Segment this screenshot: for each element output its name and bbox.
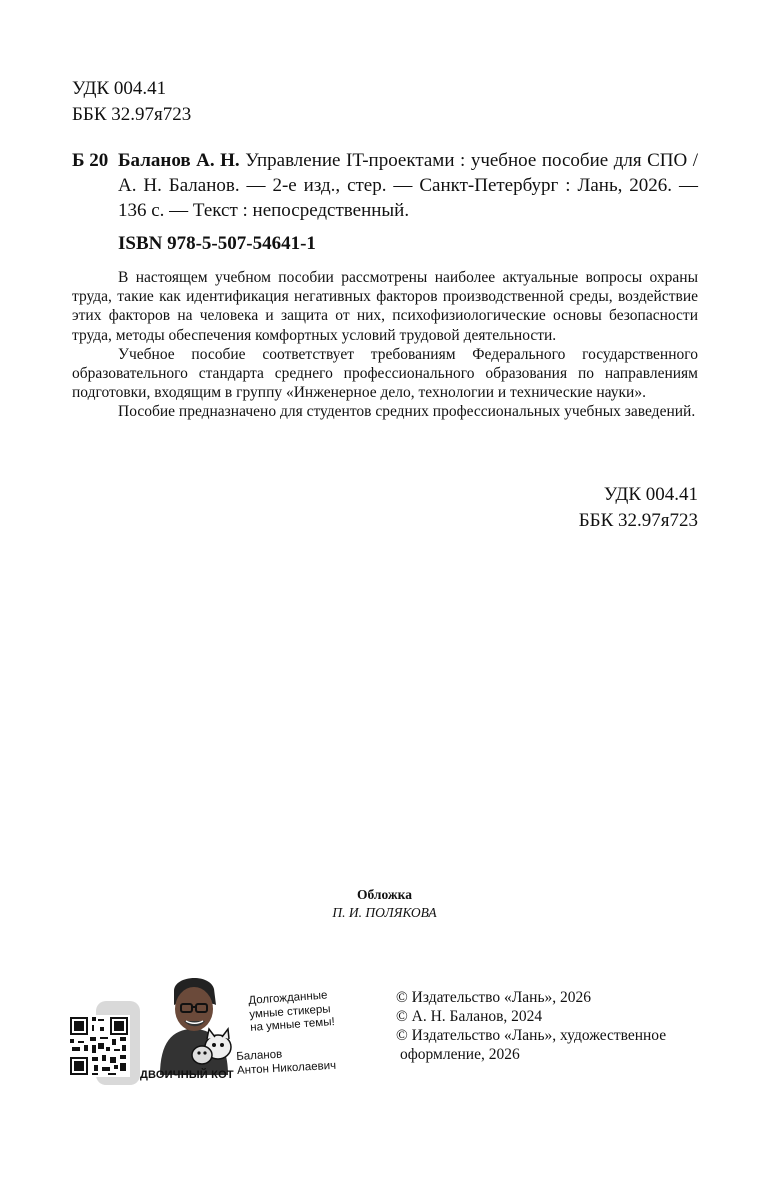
udk-code: УДК 004.41 — [72, 78, 167, 99]
copyright-block — [396, 988, 666, 1064]
bbk-code: ББК 32.97я723 — [72, 104, 192, 125]
sticker-slogan — [248, 989, 335, 1035]
cartoon-character-icon — [138, 965, 248, 1075]
abstract-paragraph: В настоящем учебном пособии рассмотрены наиболее актуальные вопросы охраны труда, такие как идентификация негативных факторов производственной среды, воздействие этих факторов на человека и защита от них, психофизиологические основы безопасности труда, методы обеспечения комфортных условий трудовой деятельности. — [72, 269, 698, 344]
bibliographic-record — [72, 148, 698, 223]
abstract-paragraph: Пособие предназначено для студентов средних профессиональных учебных заведений. — [118, 403, 696, 421]
abstract-paragraph: Учебное пособие соответствует требованиям Федерального государственного образовательного стандарта среднего профессионального образования по направлениям подготовки, входящим в группу «Инженерное дело, технологии и технические науки». — [72, 345, 698, 402]
sticker-brand: ДВОИЧНЫЙ КОТ — [140, 1069, 234, 1081]
classification-bottom — [579, 482, 698, 534]
sticker-promo — [68, 965, 348, 1090]
abstract — [72, 268, 698, 422]
record-body — [118, 148, 698, 223]
cover-label: Обложка — [356, 887, 412, 902]
record-author: Баланов А. Н. — [118, 150, 240, 171]
slogan-line: на умные темы! — [249, 1016, 336, 1034]
classification-top — [72, 76, 191, 128]
udk-code: УДК 004.41 — [603, 484, 698, 505]
sticker-author-name: Антон Николаевич — [236, 1059, 337, 1077]
copyright-line: © Издательство «Лань», 2026 — [396, 989, 592, 1006]
record-description: Управление IT-проектами : учебное пособие для СПО / А. Н. Баланов. — 2-е изд., стер. — Санкт-Петербург : Лань, 2026. — 136 с. — Текст : непосредственный. — [118, 150, 699, 221]
author-mark: Б 20 — [72, 150, 109, 171]
sticker-author-surname: Баланов — [236, 1048, 283, 1063]
copyright-line: оформление, 2026 — [400, 1046, 520, 1063]
slogan-line: Долгожданные — [248, 989, 328, 1007]
qr-code-icon[interactable] — [68, 1015, 130, 1077]
copyright-line: © Издательство «Лань», художественное — [396, 1027, 667, 1044]
isbn: ISBN 978-5-507-54641-1 — [118, 233, 316, 254]
copyright-line: © А. Н. Баланов, 2024 — [396, 1008, 543, 1025]
sticker-author — [236, 1046, 336, 1078]
cover-designer: П. И. ПОЛЯКОВА — [332, 905, 437, 920]
slogan-line: умные стикеры — [248, 1002, 331, 1021]
bbk-code: ББК 32.97я723 — [578, 510, 698, 531]
